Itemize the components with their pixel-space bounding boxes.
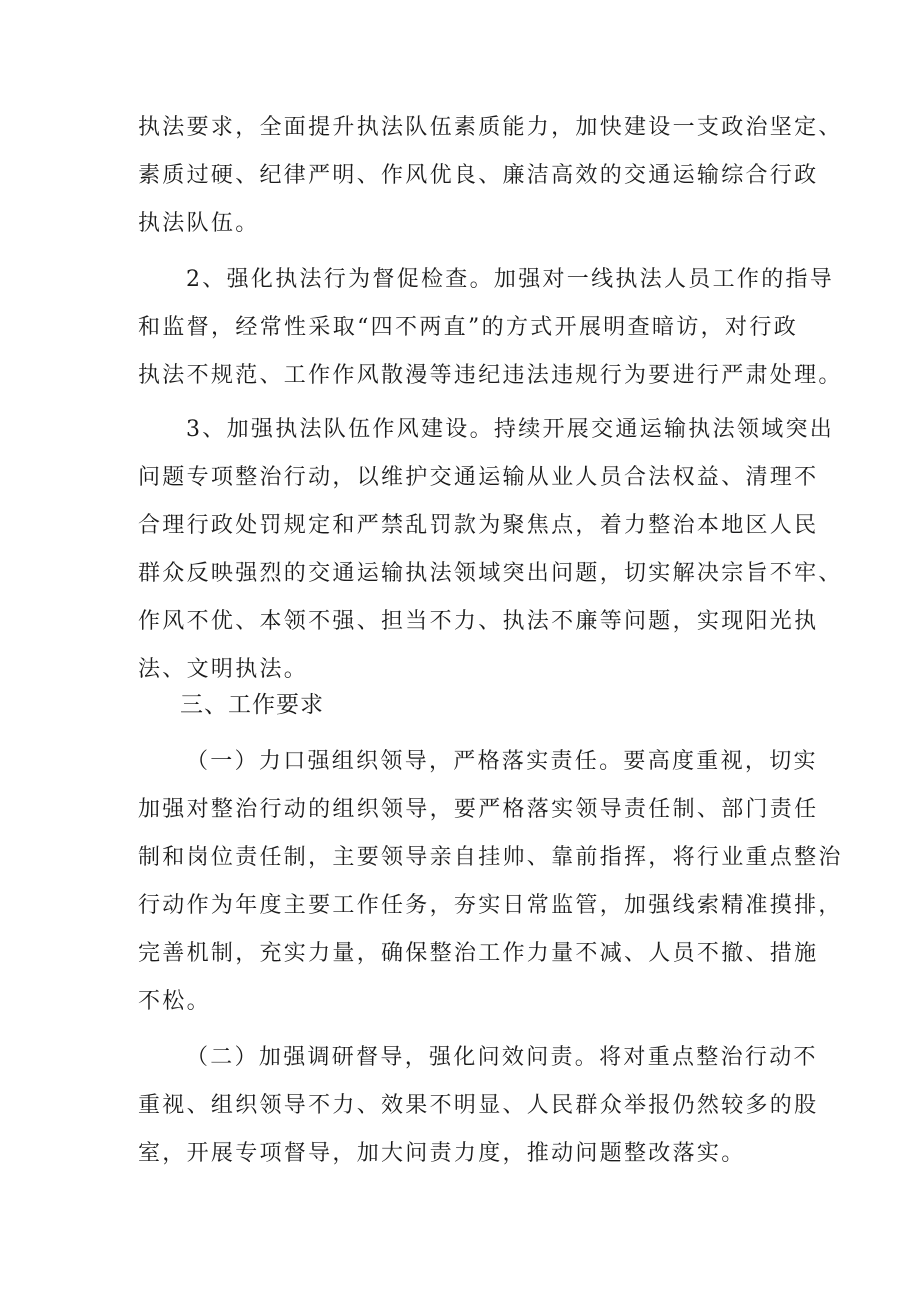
paragraph-line: 问题专项整治行动，以维护交通运输从业人员合法权益、清理不 bbox=[138, 465, 819, 490]
paragraph-line: 作风不优、本领不强、担当不力、执法不廉等问题，实现阳光执 bbox=[138, 609, 819, 634]
paragraph-line: 合理行政处罚规定和严禁乱罚款为聚焦点，着力整治本地区人民 bbox=[138, 513, 819, 538]
paragraph-line: 行动作为年度主要工作任务，夯实日常监管，加强线索精准摸排， bbox=[138, 893, 843, 918]
paragraph-line: （二）加强调研督导，强化问效问责。将对重点整治行动不 bbox=[186, 1045, 818, 1070]
paragraph-line: 2、强化执法行为督促检查。加强对一线执法人员工作的指导 bbox=[186, 267, 835, 292]
paragraph-line: 素质过硬、纪律严明、作风优良、廉洁高效的交通运输综合行政 bbox=[138, 163, 819, 188]
paragraph-line: 3、加强执法队伍作风建设。持续开展交通运输执法领域突出 bbox=[186, 417, 835, 442]
paragraph-line: （一）力口强组织领导，严格落实责任。要高度重视，切实 bbox=[186, 749, 818, 774]
paragraph-line: 加强对整治行动的组织领导，要严格落实领导责任制、部门责任 bbox=[138, 797, 819, 822]
paragraph-line: 执法不规范、工作作风散漫等违纪违法违规行为要进行严肃处理。 bbox=[138, 363, 843, 388]
paragraph-line: 执法要求，全面提升执法队伍素质能力，加快建设一支政治坚定、 bbox=[138, 115, 843, 140]
paragraph-line: 群众反映强烈的交通运输执法领域突出问题，切实解决宗旨不牢、 bbox=[138, 561, 843, 586]
paragraph-line: 重视、组织领导不力、效果不明显、人民群众举报仍然较多的股 bbox=[138, 1093, 819, 1118]
paragraph-line: 执法队伍。 bbox=[138, 211, 260, 236]
paragraph-line: 制和岗位责任制，主要领导亲自挂帅、靠前指挥，将行业重点整治 bbox=[138, 845, 843, 870]
paragraph-line: 不松。 bbox=[138, 989, 211, 1014]
paragraph-line: 法、文明执法。 bbox=[138, 657, 309, 682]
paragraph-line: 完善机制，充实力量，确保整治工作力量不减、人员不撤、措施 bbox=[138, 941, 819, 966]
paragraph-line: 室，开展专项督导，加大问责力度，推动问题整改落实。 bbox=[138, 1141, 746, 1166]
section-heading: 三、工作要求 bbox=[180, 692, 324, 718]
paragraph-line: 和监督，经常性采取“四不两直”的方式开展明查暗访，对行政 bbox=[138, 315, 798, 340]
